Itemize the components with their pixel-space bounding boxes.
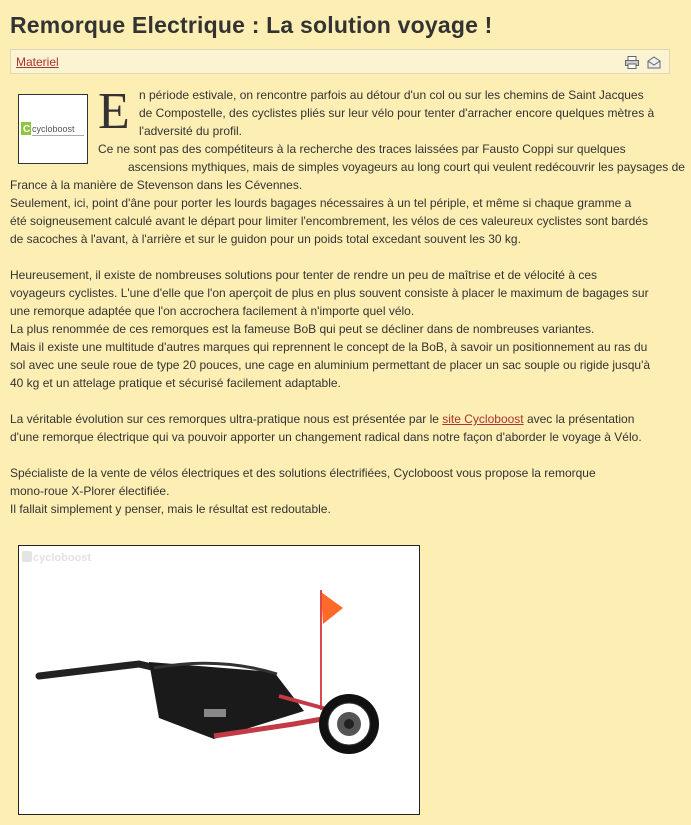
- body-line: Heureusement, il existe de nombreuses solutions pour tenter de rendre un peu de maîtrise et de vélocité à ces: [10, 268, 597, 282]
- article-meta-bar: [10, 49, 670, 74]
- body-text: avec la présentation: [523, 412, 635, 426]
- body-line: 40 kg et un attelage pratique et sécurisé facilement adaptable.: [10, 376, 341, 390]
- body-line: Ce ne sont pas des compétiteurs à la recherche des traces laissées par Fausto Coppi sur quelques: [98, 142, 626, 156]
- print-icon[interactable]: [625, 56, 639, 69]
- email-icon[interactable]: [647, 56, 661, 69]
- cycloboost-site-link[interactable]: site Cycloboost: [442, 412, 524, 426]
- body-line: une remorque adaptée que l'on accrochera facilement à n'importe quel vélo.: [10, 304, 415, 318]
- body-line: de Compostelle, des cyclistes pliés sur leur vélo pour tenter d'arracher encore quelques mètres à: [139, 106, 655, 120]
- body-line: Spécialiste de la vente de vélos électriques et des solutions électrifiées, Cycloboost vous propose la remorque: [10, 466, 596, 480]
- trailer-photo: [18, 545, 420, 815]
- cycloboost-logo: [18, 94, 88, 164]
- body-line: France à la manière de Stevenson dans les Cévennes.: [10, 178, 303, 192]
- photo-watermark: cycloboost: [33, 552, 92, 564]
- body-line: d'une remorque électrique qui va pouvoir apporter un changement radical dans notre façon d'aborder le voyage à Vélo.: [10, 430, 642, 444]
- electric-trailer-image: [19, 546, 419, 814]
- body-line: Mais il existe une multitude d'autres marques qui reprennent le concept de la BoB, à savoir un positionnement au ras du: [10, 340, 648, 354]
- svg-text:C: C: [23, 124, 31, 135]
- body-line: Il fallait simplement y penser, mais le résultat est redoutable.: [10, 502, 331, 516]
- body-line: voyageurs cyclistes. L'une d'elle que l'on aperçoit de plus en plus souvent consiste à placer le maximum de bagages sur: [10, 286, 649, 300]
- logo-image: [19, 95, 87, 163]
- body-line-with-link: [10, 410, 634, 428]
- body-line: l'adversité du profil.: [139, 124, 243, 138]
- body-line: La plus renommée de ces remorques est la fameuse BoB qui peut se décliner dans de nombreuses variantes.: [10, 322, 595, 336]
- logo-text: cycloboost: [32, 124, 75, 134]
- body-text: La véritable évolution sur ces remorques ultra-pratique nous est présentée par le: [10, 412, 443, 426]
- body-line: été soigneusement calculé avant le départ pour limiter l'encombrement, les vélos de ces valeureux cyclistes sont bardés: [10, 214, 648, 228]
- body-line: Seulement, ici, point d'âne pour porter les lourds bagages nécessaires à un tel périple, et même si chaque gramme a: [10, 196, 632, 210]
- category-link[interactable]: Materiel: [16, 55, 59, 69]
- body-line: mono-roue X-Plorer électifiée.: [10, 484, 170, 498]
- body-line: ascensions mythiques, mais de simples voyageurs au long court qui veulent redécouvrir les paysages de: [128, 160, 685, 174]
- article-title: Remorque Electrique : La solution voyage !: [10, 12, 493, 38]
- body-line: de sacoches à l'avant, à l'arrière et sur le guidon pour un poids total excedant souvent les 30 kg.: [10, 232, 521, 246]
- body-line: n période estivale, on rencontre parfois au détour d'un col ou sur les chemins de Saint Jacques: [139, 88, 644, 102]
- body-line: sol avec une seule roue de type 20 pouces, une cage en aluminium permettant de placer un sac souple ou rigide jusqu'à: [10, 358, 651, 372]
- drop-cap: E: [98, 83, 130, 140]
